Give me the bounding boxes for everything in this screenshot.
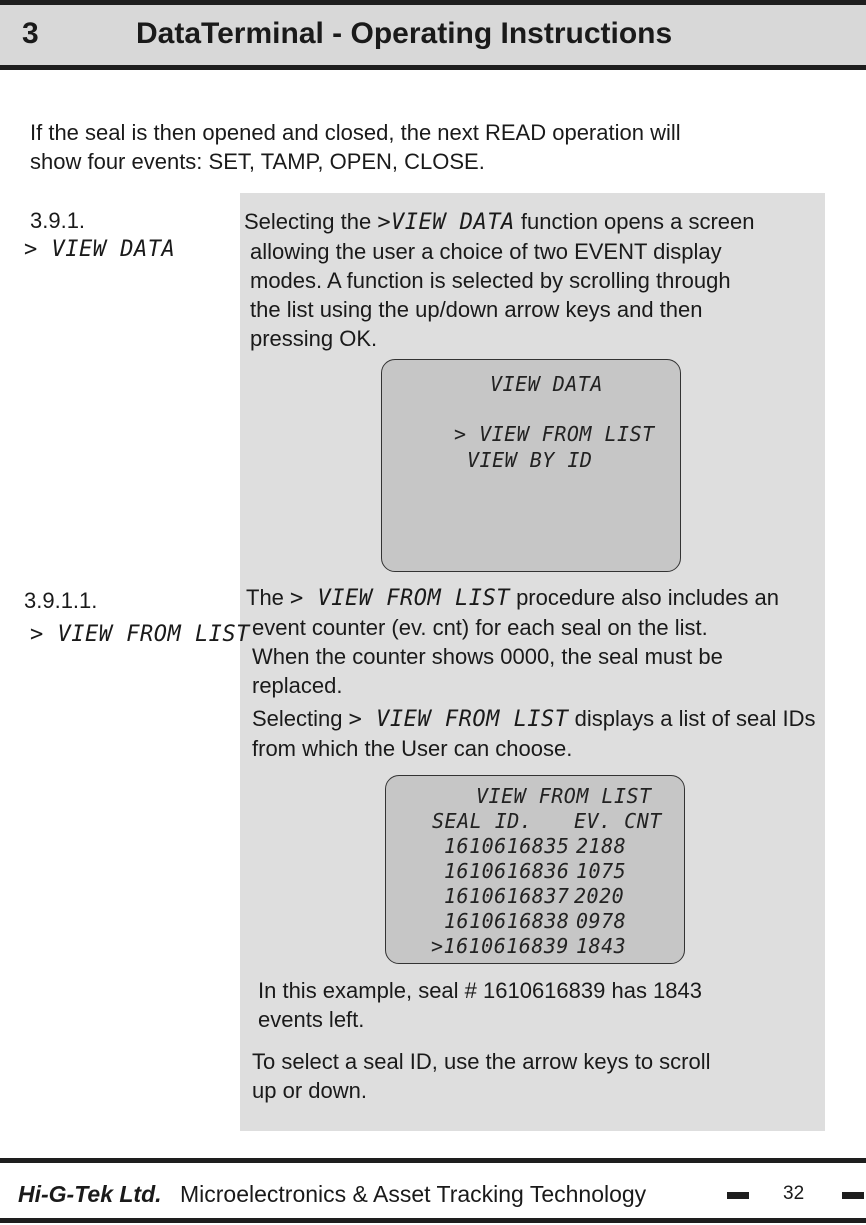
event-count-cell: 2020	[574, 884, 625, 908]
text-line: from which the User can choose.	[252, 736, 573, 761]
page-title: DataTerminal - Operating Instructions	[136, 17, 673, 50]
screen-option: VIEW BY ID	[467, 448, 593, 472]
footer-bar-right	[842, 1192, 864, 1199]
screen-title: VIEW DATA	[490, 372, 603, 396]
text-line: event counter (ev. cnt) for each seal on the list.	[252, 615, 708, 640]
screen-title: VIEW FROM LIST	[476, 784, 652, 808]
inline-command: > VIEW FROM LIST	[290, 586, 510, 611]
event-count-cell: 1075	[576, 859, 627, 883]
footer-tagline: Microelectronics & Asset Tracking Technology	[180, 1181, 647, 1207]
screen-option-selected: > VIEW FROM LIST	[454, 422, 655, 446]
text-line: the list using the up/down arrow keys and then	[250, 297, 703, 322]
text-line: replaced.	[252, 673, 343, 698]
text-line: In this example, seal # 1610616839 has 1843	[258, 978, 702, 1003]
view-from-list-selection	[252, 704, 822, 763]
page-number: 32	[783, 1183, 805, 1204]
intro-line: If the seal is then opened and closed, the next READ operation will	[30, 120, 681, 145]
view-data-description	[244, 207, 814, 353]
intro-paragraph	[30, 118, 810, 176]
select-tip	[252, 1047, 802, 1105]
footer-bar-left	[727, 1192, 749, 1199]
text: displays a list of seal IDs	[568, 706, 816, 731]
header-bottom-rule	[0, 65, 866, 70]
seal-id-cell: 1610616837	[444, 884, 570, 908]
text-line: up or down.	[252, 1078, 367, 1103]
subsection-command: > VIEW DATA	[24, 237, 176, 262]
text: The	[246, 585, 291, 610]
text-line: pressing OK.	[250, 326, 378, 351]
footer-company: Hi-G-Tek Ltd.	[18, 1181, 162, 1207]
text: function opens a screen	[514, 209, 755, 234]
text: procedure also includes an	[509, 585, 780, 610]
text-line: When the counter shows 0000, the seal must be	[252, 644, 723, 669]
column-header-seal-id: SEAL ID.	[432, 809, 533, 833]
event-count-cell: 0978	[576, 909, 627, 933]
intro-line: show four events: SET, TAMP, OPEN, CLOSE.	[30, 149, 485, 174]
lcd-screen-view-data	[381, 359, 681, 572]
seal-id-cell-selected: >1610616839	[431, 934, 569, 958]
seal-id-cell: 1610616836	[444, 859, 570, 883]
event-count-cell: 1843	[576, 934, 627, 958]
seal-id-cell: 1610616838	[444, 909, 570, 933]
footer-bottom-rule	[0, 1218, 866, 1223]
text-line: allowing the user a choice of two EVENT display	[250, 239, 722, 264]
inline-command: >VIEW DATA	[377, 210, 515, 235]
lcd-screen-view-from-list	[385, 775, 685, 964]
text-line: To select a seal ID, use the arrow keys to scroll	[252, 1049, 711, 1074]
text-line: modes. A function is selected by scrolling through	[250, 268, 731, 293]
event-count-cell: 2188	[576, 834, 627, 858]
section-number: 3	[22, 17, 39, 50]
subsection-command: > VIEW FROM LIST	[30, 622, 250, 647]
inline-command: > VIEW FROM LIST	[348, 707, 569, 732]
column-header-ev-cnt: EV. CNT	[574, 809, 662, 833]
view-from-list-description	[246, 583, 816, 700]
text: Selecting	[252, 706, 349, 731]
subsection-number: 3.9.1.	[30, 208, 86, 233]
footer-top-rule	[0, 1158, 866, 1163]
subsection-number: 3.9.1.1.	[24, 588, 98, 613]
example-note	[258, 976, 808, 1034]
text: Selecting the	[244, 209, 378, 234]
seal-id-cell: 1610616835	[444, 834, 570, 858]
text-line: events left.	[258, 1007, 365, 1032]
